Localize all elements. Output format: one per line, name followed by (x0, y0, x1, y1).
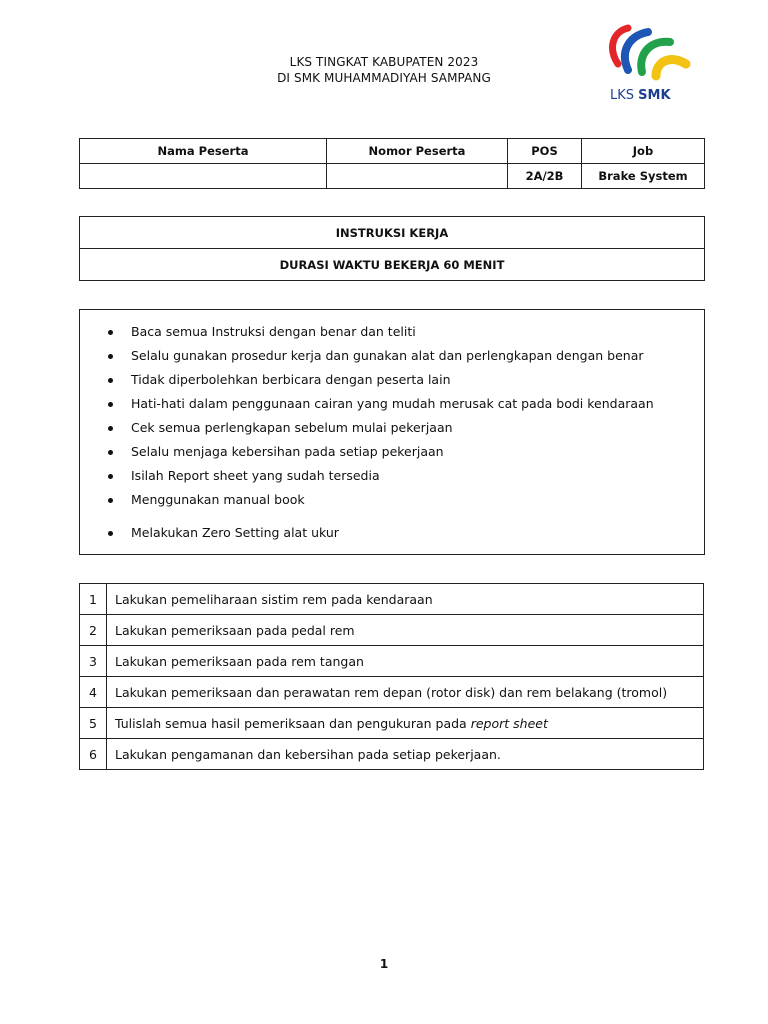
list-item: Selalu gunakan prosedur kerja dan gunakan alat dan perlengkapan dengan benar (80, 348, 704, 372)
table-row (80, 584, 704, 615)
step-text: Tulislah semua hasil pemeriksaan dan pengukuran pada report sheet (107, 708, 704, 739)
table-row (80, 708, 704, 739)
logo-arcs-icon (598, 24, 698, 94)
bullet-icon (108, 402, 113, 407)
step-number: 1 (80, 584, 107, 615)
logo-text: LKS SMK (610, 88, 671, 103)
lks-smk-logo (598, 24, 698, 106)
page-number: 1 (379, 957, 389, 971)
header-pos: POS (508, 139, 582, 164)
bullet-icon (108, 531, 113, 536)
list-item: Selalu menjaga kebersihan pada setiap pekerjaan (80, 444, 704, 468)
list-item: Isilah Report sheet yang sudah tersedia (80, 468, 704, 492)
list-item: Baca semua Instruksi dengan benar dan teliti (80, 324, 704, 348)
step-text: Lakukan pemeriksaan dan perawatan rem depan (rotor disk) dan rem belakang (tromol) (107, 677, 704, 708)
header-nama-peserta: Nama Peserta (80, 139, 327, 164)
instruction-title: INSTRUKSI KERJA (80, 217, 705, 249)
header-title: LKS TINGKAT KABUPATEN 2023 (289, 55, 479, 69)
rules-list (80, 324, 704, 549)
bullet-icon (108, 330, 113, 335)
bullet-icon (108, 474, 113, 479)
rules-box (79, 309, 705, 555)
step-text: Lakukan pemeriksaan pada rem tangan (107, 646, 704, 677)
list-item: Hati-hati dalam penggunaan cairan yang mudah merusak cat pada bodi kendaraan (80, 396, 704, 420)
bullet-icon (108, 498, 113, 503)
list-item: Menggunakan manual book (80, 492, 704, 516)
table-row (80, 164, 705, 189)
list-item: Tidak diperbolehkan berbicara dengan peserta lain (80, 372, 704, 396)
step-number: 3 (80, 646, 107, 677)
bullet-icon (108, 426, 113, 431)
step-text: Lakukan pemeliharaan sistim rem pada kendaraan (107, 584, 704, 615)
table-row (80, 677, 704, 708)
header-nomor-peserta: Nomor Peserta (327, 139, 508, 164)
step-number: 6 (80, 739, 107, 770)
header-venue: DI SMK MUHAMMADIYAH SAMPANG (277, 71, 491, 85)
header-job: Job (582, 139, 705, 164)
nomor-peserta-field[interactable] (327, 164, 508, 189)
participant-info-table (79, 138, 705, 189)
list-item: Melakukan Zero Setting alat ukur (80, 525, 704, 549)
bullet-icon (108, 354, 113, 359)
table-row (80, 646, 704, 677)
pos-value: 2A/2B (508, 164, 582, 189)
table-row (80, 139, 705, 164)
step-number: 4 (80, 677, 107, 708)
step-text: Lakukan pemeriksaan pada pedal rem (107, 615, 704, 646)
duration-text: DURASI WAKTU BEKERJA 60 MENIT (80, 249, 705, 281)
bullet-icon (108, 450, 113, 455)
table-row (80, 217, 705, 249)
table-row (80, 739, 704, 770)
steps-table (79, 583, 704, 770)
job-value: Brake System (582, 164, 705, 189)
step-number: 2 (80, 615, 107, 646)
list-item: Cek semua perlengkapan sebelum mulai pekerjaan (80, 420, 704, 444)
step-text: Lakukan pengamanan dan kebersihan pada setiap pekerjaan. (107, 739, 704, 770)
nama-peserta-field[interactable] (80, 164, 327, 189)
bullet-icon (108, 378, 113, 383)
table-row (80, 615, 704, 646)
instruction-title-table (79, 216, 705, 281)
table-row (80, 249, 705, 281)
step-number: 5 (80, 708, 107, 739)
report-sheet-emphasis: report sheet (470, 715, 548, 731)
